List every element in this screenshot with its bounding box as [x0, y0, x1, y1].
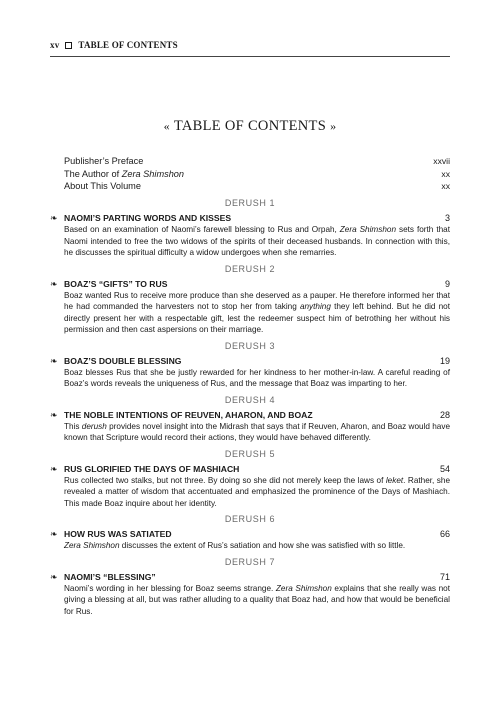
folio: xv: [50, 40, 60, 50]
toc-entry-page: 3: [444, 213, 450, 223]
fleuron-icon: ❧: [50, 529, 58, 539]
running-head: [50, 40, 450, 50]
toc-entry-title: THE NOBLE INTENTIONS OF REUVEN, AHARON, AND BOAZ: [64, 409, 313, 420]
toc-entry: [50, 409, 450, 444]
front-matter-label-italic: Zera Shimshon: [121, 168, 185, 179]
right-ornament-icon: »: [330, 119, 337, 133]
description-text: provides novel insight into the Midrash that says that if Reuven, Aharon, and Boaz would have known that Scripture would record their actions, they would have behaved differently.: [64, 421, 450, 442]
description-text: . Rather, she revealed a matter of wisdom that accentuated and emphasized the prominence of the Days of Mashiach. This made Boaz inquire about her identity.: [64, 475, 450, 508]
toc-entry-heading[interactable]: [50, 528, 450, 540]
toc-entry-page: 19: [439, 355, 450, 366]
front-matter-page: xx: [441, 168, 450, 179]
front-matter-list: [64, 155, 450, 193]
derush-heading: DERUSH 3: [224, 340, 276, 351]
front-matter-row[interactable]: [64, 180, 450, 193]
description-text: explains that she really was not giving a blessing at all, but was rather alluding to a quality that Boaz had, and how that would be beneficial for Rus.: [64, 583, 450, 616]
header-rule: [50, 56, 450, 57]
description-text: Based on an examination of Naomi’s farewell blessing to Rus and Orpah,: [64, 225, 340, 234]
toc-entry-title: HOW RUS WAS SATIATED: [64, 529, 172, 539]
toc-entry-page: 66: [439, 529, 450, 539]
toc-entry: [50, 463, 450, 510]
toc-entry-description: [64, 290, 450, 336]
toc-entry-heading[interactable]: [50, 212, 450, 224]
toc-entries: [50, 197, 450, 621]
toc-entry-description: [64, 475, 450, 510]
front-matter-label-text: About This Volume: [64, 181, 141, 192]
derush-heading: DERUSH 1: [224, 198, 276, 208]
description-italic: derush: [81, 421, 107, 431]
fleuron-icon: ❧: [50, 213, 58, 223]
left-ornament-icon: «: [163, 119, 170, 133]
toc-entry-description: [64, 421, 450, 444]
description-text: Boaz wanted Rus to receive more produce than she deserved as a pauper. He therefore informed her that he had commanded the harvesters not to stop her from taking: [64, 290, 450, 311]
square-ornament-icon: [65, 42, 72, 49]
toc-entry: [50, 355, 450, 390]
description-text: Naomi’s wording in her blessing for Boaz seems strange.: [64, 583, 276, 593]
toc-entry-heading[interactable]: [50, 409, 450, 421]
front-matter-row[interactable]: [64, 168, 450, 181]
description-text: they left behind. But he did not directly present her with a respectable gift, lest the redeemer suspect him of betrothing her without his permission and then cast aspersions on their marriage.: [64, 302, 450, 334]
front-matter-label: [64, 155, 143, 168]
toc-entry-description: [64, 540, 450, 552]
toc-entry-title: RUS GLORIFIED THE DAYS OF MASHIACH: [64, 463, 240, 474]
toc-entry-page: 28: [439, 409, 450, 420]
derush-heading: DERUSH 6: [224, 514, 276, 524]
toc-entry-heading[interactable]: [50, 278, 450, 290]
front-matter-row[interactable]: [64, 155, 450, 168]
description-italic: Zera Shimshon: [64, 541, 120, 550]
description-text: Boaz blesses Rus that she be justly rewarded for her kindness to her mother-in-law. A careful reading of Boaz’s words reveals the uniqueness of Rus, and the message that Boaz was imparting to her.: [64, 367, 450, 388]
description-text: sets forth that Naomi intended to free the two widows of the spirits of their deceased husbands. In connection with this, he discusses the spiritual difficulty a widow undergoes when she remarries.: [64, 225, 450, 257]
toc-entry-title: NAOMI’S “BLESSING”: [64, 571, 156, 582]
fleuron-icon: ❧: [50, 571, 58, 582]
toc-entry-heading[interactable]: [50, 571, 450, 583]
description-text: This: [64, 421, 82, 431]
derush-heading: DERUSH 4: [224, 394, 276, 405]
derush-heading: DERUSH 2: [224, 263, 276, 274]
description-italic: leket: [385, 475, 404, 485]
derush-heading: DERUSH 7: [224, 556, 276, 567]
description-text: discusses the extent of Rus’s satiation and how she was satisfied with so little.: [119, 541, 406, 550]
toc-entry-title: BOAZ’S “GIFTS” TO RUS: [64, 278, 168, 289]
front-matter-label: [64, 168, 184, 181]
page-title: [0, 118, 500, 135]
toc-entry-heading[interactable]: [50, 355, 450, 367]
description-text: Rus collected two stalks, but not three. By doing so she did not merely keep the laws of: [64, 475, 386, 485]
toc-entry: [50, 212, 450, 259]
fleuron-icon: ❧: [50, 355, 58, 366]
description-italic: Zera Shimshon: [339, 225, 397, 234]
running-head-title: TABLE OF CONTENTS: [78, 40, 178, 50]
front-matter-page: xx: [441, 181, 450, 192]
description-italic: Zera Shimshon: [275, 583, 332, 593]
toc-entry-page: 71: [439, 571, 450, 582]
page-title-text: TABLE OF CONTENTS: [173, 118, 327, 134]
toc-entry-heading[interactable]: [50, 463, 450, 475]
front-matter-label-text: Publisher’s Preface: [64, 156, 144, 166]
toc-entry-description: [64, 367, 450, 390]
toc-entry: [50, 528, 450, 552]
derush-heading: DERUSH 5: [224, 448, 276, 459]
fleuron-icon: ❧: [50, 409, 58, 420]
fleuron-icon: ❧: [50, 463, 58, 474]
toc-entry-description: [64, 583, 450, 618]
front-matter-label: [64, 180, 141, 193]
toc-entry-title: NAOMI’S PARTING WORDS AND KISSES: [64, 213, 232, 223]
toc-entry-page: 54: [439, 463, 450, 474]
toc-entry: [50, 571, 450, 618]
front-matter-label-text: The Author of: [64, 168, 122, 179]
fleuron-icon: ❧: [50, 278, 58, 289]
description-italic: anything: [299, 302, 331, 311]
toc-entry: [50, 278, 450, 336]
toc-entry-page: 9: [444, 278, 450, 289]
toc-entry-title: BOAZ’S DOUBLE BLESSING: [64, 355, 182, 366]
front-matter-page: xxvii: [433, 156, 450, 166]
toc-entry-description: [64, 224, 450, 259]
